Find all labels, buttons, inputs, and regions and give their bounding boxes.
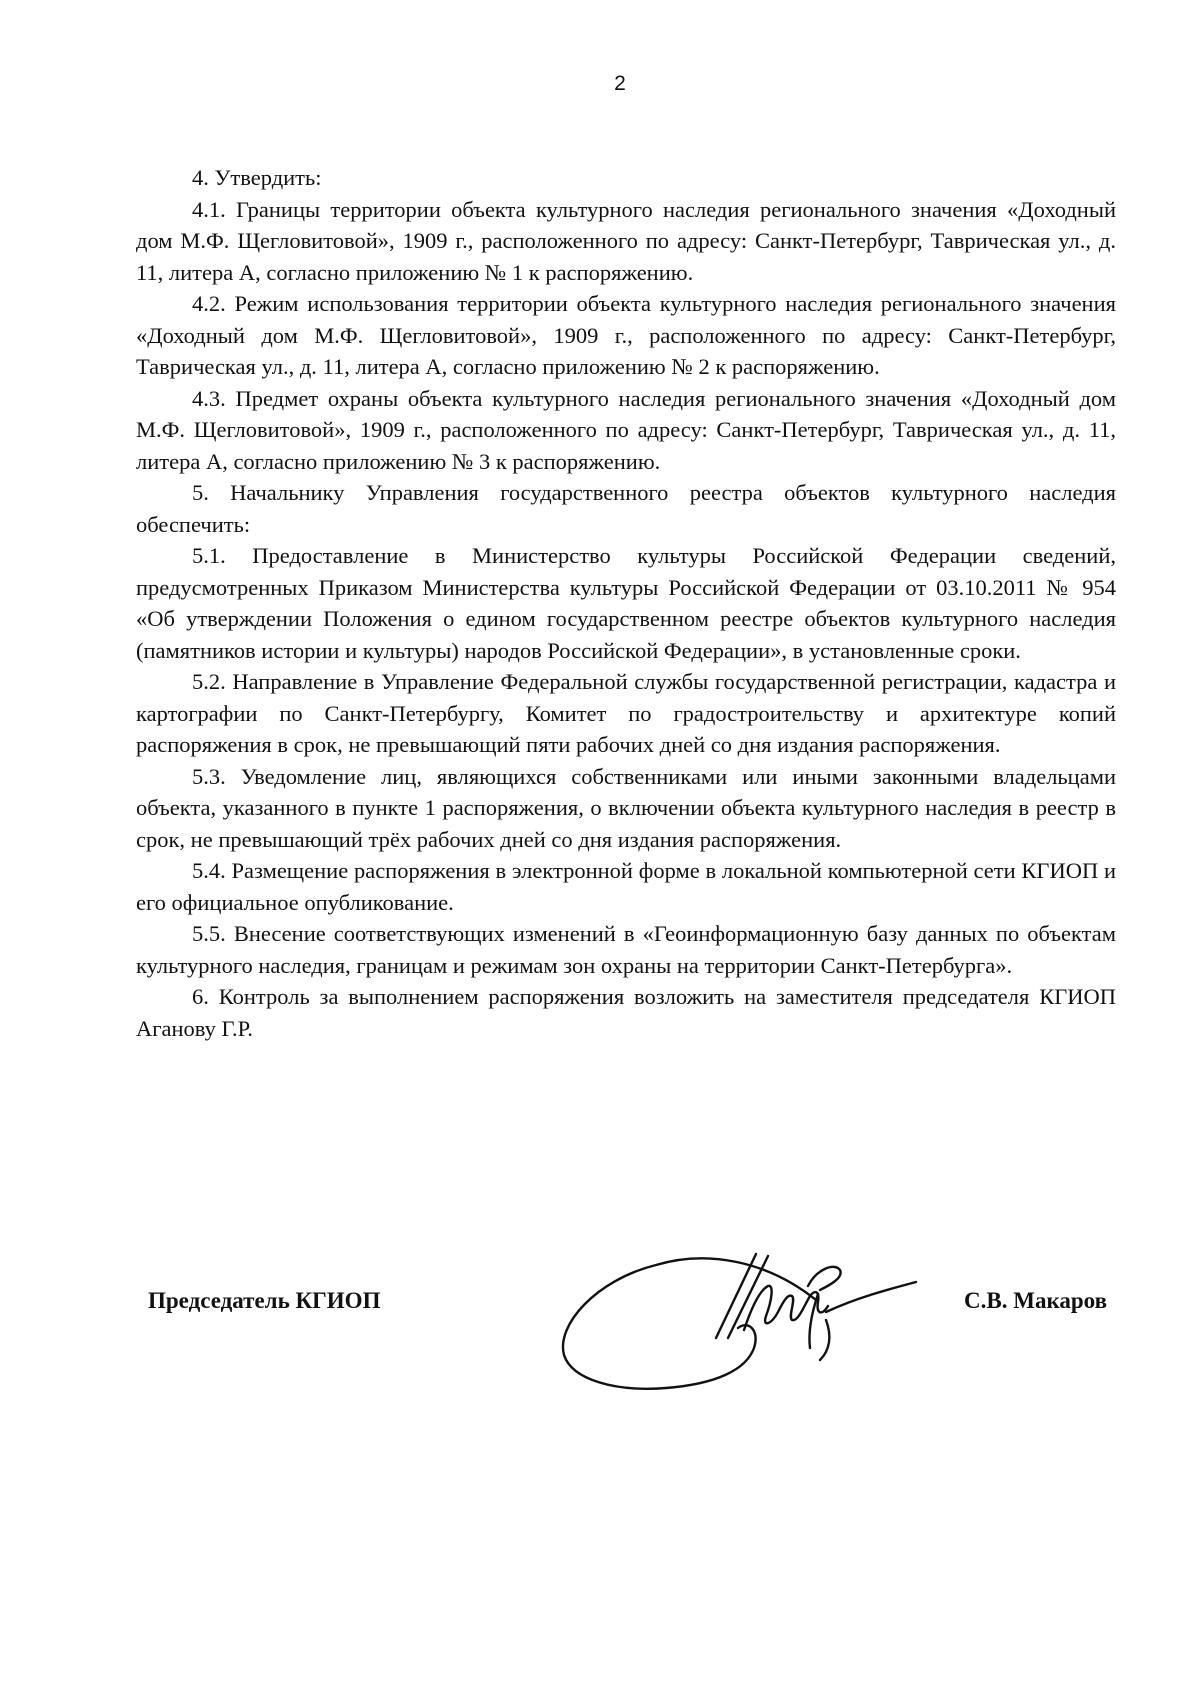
paragraph-5-1: 5.1. Предоставление в Министерство культуры Российской Федерации сведений, предусмотренных Приказом Министерства культуры Российской Федерации от 03.10.2011 № 954 «Об утверждении Положения о едином государственном реестре объектов культурного наследия (памятников истории и культуры) народов Российской Федерации», в установленные сроки. bbox=[136, 543, 1116, 663]
document-body bbox=[136, 162, 1116, 1044]
handwritten-signature-icon bbox=[516, 1220, 936, 1400]
paragraph-4-3: 4.3. Предмет охраны объекта культурного наследия регионального значения «Доходный дом М.Ф. Щегловитовой», 1909 г., расположенного по адресу: Санкт-Петербург, Таврическая ул., д. 11, литера А, согласно приложению № 3 к распоряжению. bbox=[136, 385, 1116, 474]
paragraph-5-4: 5.4. Размещение распоряжения в электронной форме в локальной компьютерной сети КГИОП и его официальное опубликование. bbox=[136, 858, 1116, 915]
paragraph-5-2: 5.2. Направление в Управление Федеральной службы государственной регистрации, кадастра и картографии по Санкт-Петербургу, Комитет по градостроительству и архитектуре копий распоряжения в срок, не превышающий пяти рабочих дней со дня издания распоряжения. bbox=[136, 669, 1116, 757]
paragraph-4-1: 4.1. Границы территории объекта культурного наследия регионального значения «Доходный дом М.Ф. Щегловитовой», 1909 г., расположенного по адресу: Санкт-Петербург, Таврическая ул., д. 11, литера А, согласно приложению № 1 к распоряжению. bbox=[136, 196, 1116, 285]
paragraph-5-5: 5.5. Внесение соответствующих изменений в «Геоинформационную базу данных по объектам культурного наследия, границам и режимам зон охраны на территории Санкт-Петербурга». bbox=[136, 921, 1116, 978]
paragraph-4-2: 4.2. Режим использования территории объекта культурного наследия регионального значения «Доходный дом М.Ф. Щегловитовой», 1909 г., расположенного по адресу: Санкт-Петербург, Таврическая ул., д. 11, литера А, согласно приложению № 2 к распоряжению. bbox=[136, 291, 1116, 379]
page-number: 2 bbox=[614, 72, 626, 95]
paragraph-6: 6. Контроль за выполнением распоряжения возложить на заместителя председателя КГИОП Аганову Г.Р. bbox=[136, 984, 1116, 1041]
signatory-name: С.В. Макаров bbox=[964, 1288, 1107, 1313]
paragraph-5-3: 5.3. Уведомление лиц, являющихся собственниками или иными законными владельцами объекта, указанного в пункте 1 распоряжения, о включении объекта культурного наследия в реестр в срок, не превышающий трёх рабочих дней со дня издания распоряжения. bbox=[136, 763, 1116, 852]
signature-block bbox=[136, 1280, 1116, 1400]
signatory-role: Председатель КГИОП bbox=[148, 1288, 381, 1313]
paragraph-4: 4. Утвердить: bbox=[192, 165, 322, 190]
paragraph-5: 5. Начальнику Управления государственного реестра объектов культурного наследия обеспечить: bbox=[136, 480, 1116, 537]
